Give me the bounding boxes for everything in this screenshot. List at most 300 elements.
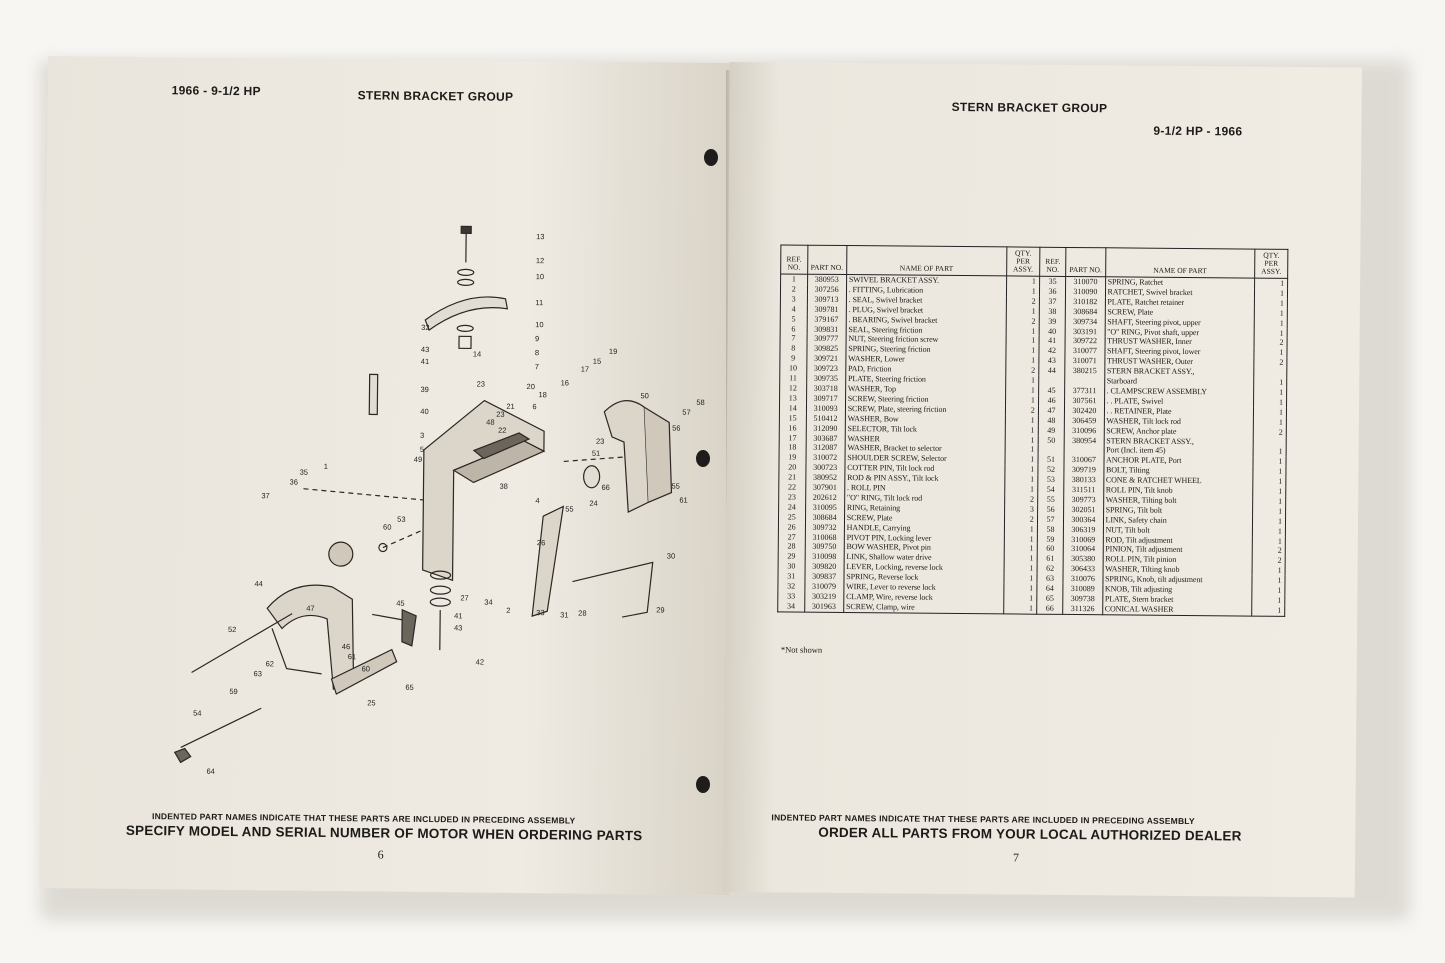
qty-cell: 1 (1253, 457, 1286, 467)
qty-cell: 1 (1253, 477, 1286, 487)
part-no-cell: 311511 (1064, 485, 1103, 495)
diagram-callout-59: 59 (229, 686, 238, 697)
binding-hole (696, 450, 710, 467)
diagram-callout-48: 48 (486, 417, 495, 427)
part-no-cell: 309713 (807, 294, 846, 304)
left-page-number: 6 (377, 847, 384, 862)
part-name-cell: SCREW, Steering friction (845, 394, 1005, 405)
part-name-cell: . CLAMPSCREW ASSEMBLY (1104, 386, 1254, 397)
part-no-cell: 310067 (1064, 455, 1103, 465)
part-no-cell: 309837 (804, 572, 843, 582)
qty-cell: 1 (1254, 318, 1287, 328)
part-no-cell: 309735 (806, 374, 845, 384)
right-page-number: 7 (1013, 850, 1020, 865)
ref-no-cell: 22 (779, 482, 806, 492)
part-name-cell: WASHER, Bracket to selector (845, 443, 1005, 454)
part-no-cell: 309750 (805, 542, 844, 552)
part-name-cell: SHOULDER SCREW, Selector (845, 453, 1005, 464)
part-name-cell: RING, Retaining (844, 503, 1004, 514)
ref-no-cell: 37 (1039, 297, 1066, 307)
diagram-callout-55: 55 (671, 481, 680, 491)
binding-hole (704, 149, 718, 166)
part-no-cell: 306433 (1063, 564, 1102, 574)
binding-hole (696, 776, 710, 793)
part-name-cell: CLAMP, Wire, reverse lock (844, 592, 1004, 603)
part-name-cell: SHAFT, Steering pivot, upper (1105, 317, 1255, 328)
qty-cell: 1 (1254, 378, 1287, 388)
part-name-cell: PIVOT PIN, Locking lever (844, 533, 1004, 544)
ref-no-cell: 63 (1037, 574, 1064, 584)
ref-no-cell: 31 (778, 572, 805, 582)
qty-cell: 1 (1006, 336, 1039, 346)
part-no-cell: 302420 (1065, 406, 1104, 416)
diagram-callout-57: 57 (682, 407, 691, 417)
diagram-callout-33: 33 (536, 608, 545, 618)
part-name-cell: SCREW, Plate (1105, 307, 1255, 318)
diagram-callout-14: 14 (472, 349, 482, 359)
qty-cell: 2 (1253, 427, 1286, 437)
diagram-callout-8: 8 (534, 348, 540, 358)
qty-cell: 1 (1253, 497, 1286, 507)
ref-no-cell: 66 (1036, 604, 1063, 615)
part-no-cell: 300723 (805, 463, 844, 473)
part-no-cell: 312090 (806, 423, 845, 433)
ref-no-cell: 50 (1038, 435, 1065, 445)
diagram-callout-40: 40 (420, 406, 429, 417)
qty-cell: 2 (1004, 514, 1037, 524)
part-name-cell: WIRE, Lever to reverse lock (844, 582, 1004, 593)
qty-cell: 2 (1005, 405, 1038, 415)
ref-no-cell: 6 (780, 324, 807, 334)
part-name-cell: . ROLL PIN (844, 483, 1004, 494)
qty-cell: 1 (1253, 516, 1286, 526)
diagram-callout-43: 43 (420, 344, 430, 355)
part-no-cell: 309719 (1064, 465, 1103, 475)
ref-no-cell: 1 (781, 274, 808, 285)
part-name-cell: COTTER PIN, Tilt lock rod (845, 463, 1005, 474)
diagram-callout-63: 63 (253, 669, 262, 679)
qty-cell: 1 (1252, 576, 1285, 586)
ref-no-cell: 42 (1039, 346, 1066, 356)
part-no-cell: 309717 (806, 394, 845, 404)
part-no-cell: 309738 (1063, 594, 1102, 604)
diagram-callout-15: 15 (592, 356, 602, 366)
diagram-callout-65: 65 (405, 682, 414, 692)
diagram-callout-23: 23 (595, 436, 605, 446)
part-no-cell: 308684 (805, 512, 844, 522)
ref-no-cell: 36 (1039, 287, 1066, 297)
part-name-cell: "O" RING, Pivot shaft, upper (1105, 327, 1255, 338)
qty-cell: 1 (1004, 564, 1037, 574)
diagram-callout-60: 60 (361, 664, 370, 674)
ref-no-cell: 29 (778, 552, 805, 562)
diagram-callout-60: 60 (383, 522, 392, 532)
part-name-cell: THRUST WASHER, Outer (1104, 357, 1254, 368)
part-name-cell: BOW WASHER, Pivot pin (844, 542, 1004, 553)
ref-no-cell: 38 (1039, 306, 1066, 316)
diagram-callout-29: 29 (656, 605, 665, 615)
diagram-callout-13: 13 (536, 232, 545, 242)
ref-no-cell: 45 (1038, 386, 1065, 396)
qty-cell: 1 (1252, 605, 1285, 616)
part-no-cell: 305380 (1063, 554, 1102, 564)
ref-no-cell: 44 (1039, 366, 1066, 376)
ref-no-cell (1038, 376, 1065, 386)
ref-no-cell: 11 (780, 374, 807, 384)
ref-no-cell: 19 (779, 453, 806, 463)
part-name-cell: . . RETAINER, Plate (1104, 406, 1254, 417)
part-name-cell: THRUST WASHER, Inner (1105, 337, 1255, 348)
diagram-callout-43: 43 (453, 623, 463, 633)
part-no-cell (1065, 376, 1104, 386)
part-no-cell: 379167 (807, 314, 846, 324)
part-name-cell: STERN BRACKET ASSY., (1104, 366, 1254, 377)
left-footer-main: SPECIFY MODEL AND SERIAL NUMBER OF MOTOR WHEN ORDERING PARTS (125, 822, 643, 844)
diagram-callout-45: 45 (396, 598, 405, 608)
ref-no-cell: 5 (780, 314, 807, 324)
diagram-callout-61: 61 (347, 652, 357, 662)
col-header-ref: REF. NO. (781, 245, 808, 274)
part-name-cell: LINK, Safety chain (1103, 515, 1253, 526)
qty-cell: 1 (1253, 407, 1286, 417)
diagram-callout-19: 19 (608, 346, 618, 356)
ref-no-cell: 27 (778, 532, 805, 542)
part-name-cell: WASHER, Lower (846, 354, 1006, 365)
qty-cell: 1 (1252, 536, 1285, 546)
diagram-callout-12: 12 (535, 256, 545, 266)
ref-no-cell: 28 (778, 542, 805, 552)
col-header-name: NAME OF PART (846, 246, 1006, 276)
part-no-cell: 377311 (1065, 386, 1104, 396)
part-name-cell: Port (Incl. item 45) (1104, 446, 1254, 457)
ref-no-cell: 7 (780, 334, 807, 344)
part-no-cell: 303191 (1065, 326, 1104, 336)
col-header-qty: QTY. PER ASSY. (1255, 249, 1288, 278)
diagram-callout-5: 5 (419, 444, 425, 454)
diagram-callout-36: 36 (289, 477, 298, 487)
ref-no-cell: 62 (1037, 564, 1064, 574)
part-name-cell: SHAFT, Steering pivot, lower (1104, 347, 1254, 358)
part-name-cell: . FITTING, Lubrication (846, 285, 1006, 296)
ref-no-cell: 13 (780, 393, 807, 403)
diagram-callout-21: 21 (506, 401, 515, 411)
part-name-cell: . BEARING, Swivel bracket (846, 315, 1006, 326)
qty-cell: 1 (1252, 596, 1285, 606)
part-no-cell: 510412 (806, 413, 845, 423)
part-name-cell: ANCHOR PLATE, Port (1104, 456, 1254, 467)
part-no-cell: 310068 (805, 532, 844, 542)
right-footer-main: ORDER ALL PARTS FROM YOUR LOCAL AUTHORIZED DEALER (818, 824, 1242, 844)
diagram-callout-38: 38 (499, 481, 508, 491)
qty-cell: 1 (1005, 475, 1038, 485)
qty-cell: 1 (1004, 603, 1037, 614)
ref-no-cell: 46 (1038, 396, 1065, 406)
part-name-cell: . SEAL, Swivel bracket (846, 295, 1006, 306)
diagram-callout-20: 20 (526, 382, 535, 392)
qty-cell: 1 (1004, 584, 1037, 594)
diagram-callout-7: 7 (534, 362, 539, 372)
part-no-cell: 310064 (1064, 544, 1103, 554)
part-no-cell: 307256 (807, 285, 846, 295)
qty-cell: 1 (1006, 385, 1039, 395)
part-name-cell: SPRING, Knob, tilt adjustment (1102, 574, 1252, 585)
diagram-callout-61: 61 (679, 495, 688, 505)
qty-cell: 1 (1004, 524, 1037, 534)
diagram-callout-35: 35 (299, 467, 309, 477)
diagram-callout-37: 37 (261, 491, 270, 501)
part-no-cell: 300364 (1064, 515, 1103, 525)
part-no-cell: 310095 (805, 503, 844, 513)
part-no-cell: 380215 (1065, 366, 1104, 376)
left-page (39, 56, 738, 895)
qty-cell: 1 (1004, 534, 1037, 544)
part-name-cell: . . PLATE, Swivel (1104, 396, 1254, 407)
part-no-cell: 308684 (1066, 307, 1105, 317)
ref-no-cell: 3 (780, 294, 807, 304)
qty-cell: 2 (1252, 546, 1285, 556)
diagram-callout-27: 27 (460, 593, 469, 603)
part-name-cell: SCREW, Anchor plate (1104, 426, 1254, 437)
diagram-callout-42: 42 (475, 657, 485, 667)
ref-no-cell: 41 (1039, 336, 1066, 346)
part-name-cell: WASHER, Tilting bolt (1103, 495, 1253, 506)
ref-no-cell: 18 (779, 443, 806, 453)
qty-cell: 1 (1252, 586, 1285, 596)
ref-no-cell: 61 (1037, 554, 1064, 564)
part-no-cell: 309781 (807, 304, 846, 314)
qty-cell (1253, 437, 1286, 447)
ref-no-cell: 21 (779, 473, 806, 483)
part-no-cell: 310079 (804, 582, 843, 592)
part-no-cell: 310093 (806, 403, 845, 413)
diagram-callout-17: 17 (580, 364, 590, 374)
diagram-callout-18: 18 (538, 390, 547, 400)
diagram-callout-4: 4 (535, 496, 540, 506)
part-no-cell: 309831 (807, 324, 846, 334)
qty-cell: 2 (1254, 338, 1287, 348)
diagram-callout-66: 66 (601, 482, 610, 492)
part-name-cell: RATCHET, Swivel bracket (1105, 287, 1255, 298)
ref-no-cell: 55 (1037, 495, 1064, 505)
ref-no-cell: 10 (780, 364, 807, 374)
diagram-callout-56: 56 (672, 423, 681, 433)
diagram-callout-39: 39 (420, 384, 429, 395)
right-header-title: STERN BRACKET GROUP (951, 99, 1108, 116)
part-name-cell: SCREW, Clamp, wire (843, 602, 1003, 614)
right-page (723, 62, 1362, 897)
left-footer-note: INDENTED PART NAMES INDICATE THAT THESE PARTS ARE INCLUDED IN PRECEDING ASSEMBLY (151, 811, 576, 826)
diagram-callout-30: 30 (666, 551, 676, 561)
diagram-callout-31: 31 (560, 610, 569, 620)
ref-no-cell: 49 (1038, 425, 1065, 435)
diagram-callout-58: 58 (696, 397, 705, 407)
ref-no-cell: 47 (1038, 405, 1065, 415)
diagram-callout-25: 25 (367, 698, 376, 708)
part-name-cell: SWIVEL BRACKET ASSY. (846, 275, 1006, 287)
part-no-cell: 380953 (807, 274, 846, 285)
qty-cell: 1 (1006, 326, 1039, 336)
qty-cell: 2 (1252, 556, 1285, 566)
part-name-cell: STERN BRACKET ASSY., (1104, 436, 1254, 447)
part-no-cell: 309734 (1066, 317, 1105, 327)
ref-no-cell: 30 (778, 562, 805, 572)
ref-no-cell: 56 (1037, 505, 1064, 515)
ref-no-cell: 24 (779, 502, 806, 512)
diagram-callout-52: 52 (227, 624, 237, 635)
part-no-cell: 310077 (1065, 346, 1104, 356)
diagram-callout-23: 23 (496, 409, 505, 419)
ref-no-cell: 14 (779, 403, 806, 413)
qty-cell: 1 (1004, 593, 1037, 603)
part-no-cell: 310090 (1066, 287, 1105, 297)
part-name-cell: HANDLE, Carrying (844, 523, 1004, 534)
ref-no-cell: 33 (778, 591, 805, 601)
qty-cell: 1 (1005, 435, 1038, 445)
part-no-cell: 309825 (806, 344, 845, 354)
ref-no-cell: 2 (780, 284, 807, 294)
qty-cell: 1 (1006, 286, 1039, 296)
qty-cell: 2 (1006, 296, 1039, 306)
part-name-cell: BOLT, Tilting (1103, 465, 1253, 476)
diagram-callout-10: 10 (535, 320, 544, 330)
part-no-cell: 306459 (1065, 416, 1104, 426)
exploded-parts-diagram (120, 167, 705, 813)
ref-no-cell: 54 (1038, 485, 1065, 495)
ref-no-cell: 16 (779, 423, 806, 433)
diagram-callout-1: 1 (323, 461, 328, 471)
diagram-callout-9: 9 (535, 334, 540, 344)
part-no-cell: 202612 (805, 493, 844, 503)
col-header-part: PART NO. (807, 245, 846, 274)
diagram-callout-54: 54 (193, 708, 202, 718)
ref-no-cell: 59 (1037, 534, 1064, 544)
part-no-cell: 302051 (1064, 505, 1103, 515)
part-no-cell: 307561 (1065, 396, 1104, 406)
part-name-cell: PINION, Tilt adjustment (1103, 545, 1253, 556)
qty-cell: 1 (1006, 346, 1039, 356)
diagram-callout-53: 53 (397, 514, 406, 524)
qty-cell: 1 (1254, 388, 1287, 398)
col-header-name: NAME OF PART (1105, 248, 1255, 278)
qty-cell: 1 (1252, 526, 1285, 536)
part-no-cell (1064, 445, 1103, 455)
part-no-cell: 309773 (1064, 495, 1103, 505)
diagram-callout-28: 28 (578, 608, 587, 618)
ref-no-cell: 4 (780, 304, 807, 314)
part-no-cell: 301963 (804, 602, 843, 613)
diagram-callout-22: 22 (498, 425, 507, 435)
qty-cell: 1 (1005, 465, 1038, 475)
part-name-cell: WASHER, Bow (845, 414, 1005, 425)
part-no-cell: 303718 (806, 384, 845, 394)
part-name-cell: ROLL PIN, Tilt knob (1103, 485, 1253, 496)
qty-cell: 1 (1253, 506, 1286, 516)
part-no-cell: 309820 (805, 562, 844, 572)
col-header-ref: REF. NO. (1039, 247, 1066, 276)
ref-no-cell: 20 (779, 463, 806, 473)
qty-cell: 1 (1006, 375, 1039, 385)
part-name-cell: WASHER, Tilt lock rod (1104, 416, 1254, 427)
qty-cell: 1 (1005, 484, 1038, 494)
part-no-cell: 309777 (807, 334, 846, 344)
part-no-cell: 306319 (1064, 525, 1103, 535)
part-no-cell: 380952 (805, 473, 844, 483)
qty-cell: 1 (1006, 356, 1039, 366)
qty-cell: 1 (1254, 348, 1287, 358)
qty-cell: 1 (1004, 574, 1037, 584)
qty-cell: 1 (1253, 467, 1286, 477)
ref-no-cell: 34 (778, 601, 805, 612)
part-no-cell: 310071 (1065, 356, 1104, 366)
part-name-cell: NUT, Tilt bolt (1103, 525, 1253, 536)
ref-no-cell: 64 (1037, 584, 1064, 594)
diagram-callout-23: 23 (476, 379, 485, 389)
part-name-cell: LINK, Shallow water drive (844, 552, 1004, 563)
diagram-callout-6: 6 (532, 402, 537, 412)
diagram-callout-41: 41 (454, 611, 463, 621)
qty-cell: 1 (1006, 306, 1039, 316)
diagram-callout-51: 51 (591, 448, 601, 458)
qty-cell: 1 (1005, 455, 1038, 465)
ref-no-cell: 25 (778, 512, 805, 522)
qty-cell: 1 (1253, 487, 1286, 497)
diagram-callout-11: 11 (535, 298, 544, 308)
right-footer-note: INDENTED PART NAMES INDICATE THAT THESE PARTS ARE INCLUDED IN PRECEDING ASSEMBLY (771, 812, 1195, 827)
ref-no-cell: 15 (779, 413, 806, 423)
part-no-cell: 310096 (1065, 426, 1104, 436)
diagram-callout-24: 24 (589, 498, 598, 508)
qty-cell: 1 (1005, 425, 1038, 435)
part-name-cell: PLATE, Ratchet retainer (1105, 297, 1255, 308)
not-shown-footnote: *Not shown (780, 644, 823, 655)
part-no-cell: 310070 (1066, 276, 1105, 287)
part-name-cell: PLATE, Steering friction (845, 374, 1005, 385)
diagram-callout-34: 34 (484, 597, 493, 607)
left-header-model: 1966 - 9-1/2 HP (171, 83, 261, 99)
part-no-cell: 310069 (1064, 534, 1103, 544)
part-no-cell: 310076 (1063, 574, 1102, 584)
part-name-cell: WASHER (845, 434, 1005, 445)
part-no-cell: 303687 (806, 433, 845, 443)
ref-no-cell: 26 (778, 522, 805, 532)
qty-cell: 2 (1006, 316, 1039, 326)
part-no-cell: 310098 (805, 552, 844, 562)
ref-no-cell: 32 (778, 582, 805, 592)
qty-cell: 1 (1005, 395, 1038, 405)
part-no-cell: 311326 (1063, 604, 1102, 615)
diagram-callout-41: 41 (420, 356, 430, 367)
diagram-callout-49: 49 (413, 454, 423, 464)
qty-cell: 1 (1252, 566, 1285, 576)
ref-no-cell: 23 (779, 492, 806, 502)
part-name-cell: NUT, Steering friction screw (846, 334, 1006, 345)
qty-cell: 1 (1255, 288, 1288, 298)
part-no-cell: 309723 (806, 364, 845, 374)
qty-cell: 1 (1006, 276, 1039, 287)
part-no-cell: 303219 (804, 592, 843, 602)
qty-cell: 1 (1255, 278, 1288, 289)
qty-cell: 1 (1004, 544, 1037, 554)
part-no-cell: 309722 (1065, 336, 1104, 346)
part-name-cell: WASHER, Tilting knob (1103, 565, 1253, 576)
ref-no-cell: 40 (1039, 326, 1066, 336)
part-name-cell: SCREW, Plate (844, 513, 1004, 524)
ref-no-cell: 8 (780, 344, 807, 354)
qty-cell: 2 (1254, 358, 1287, 368)
ref-no-cell: 12 (780, 383, 807, 393)
col-header-qty: QTY. PER ASSY. (1007, 247, 1040, 276)
part-name-cell: ROLL PIN, Tilt pinion (1103, 555, 1253, 566)
